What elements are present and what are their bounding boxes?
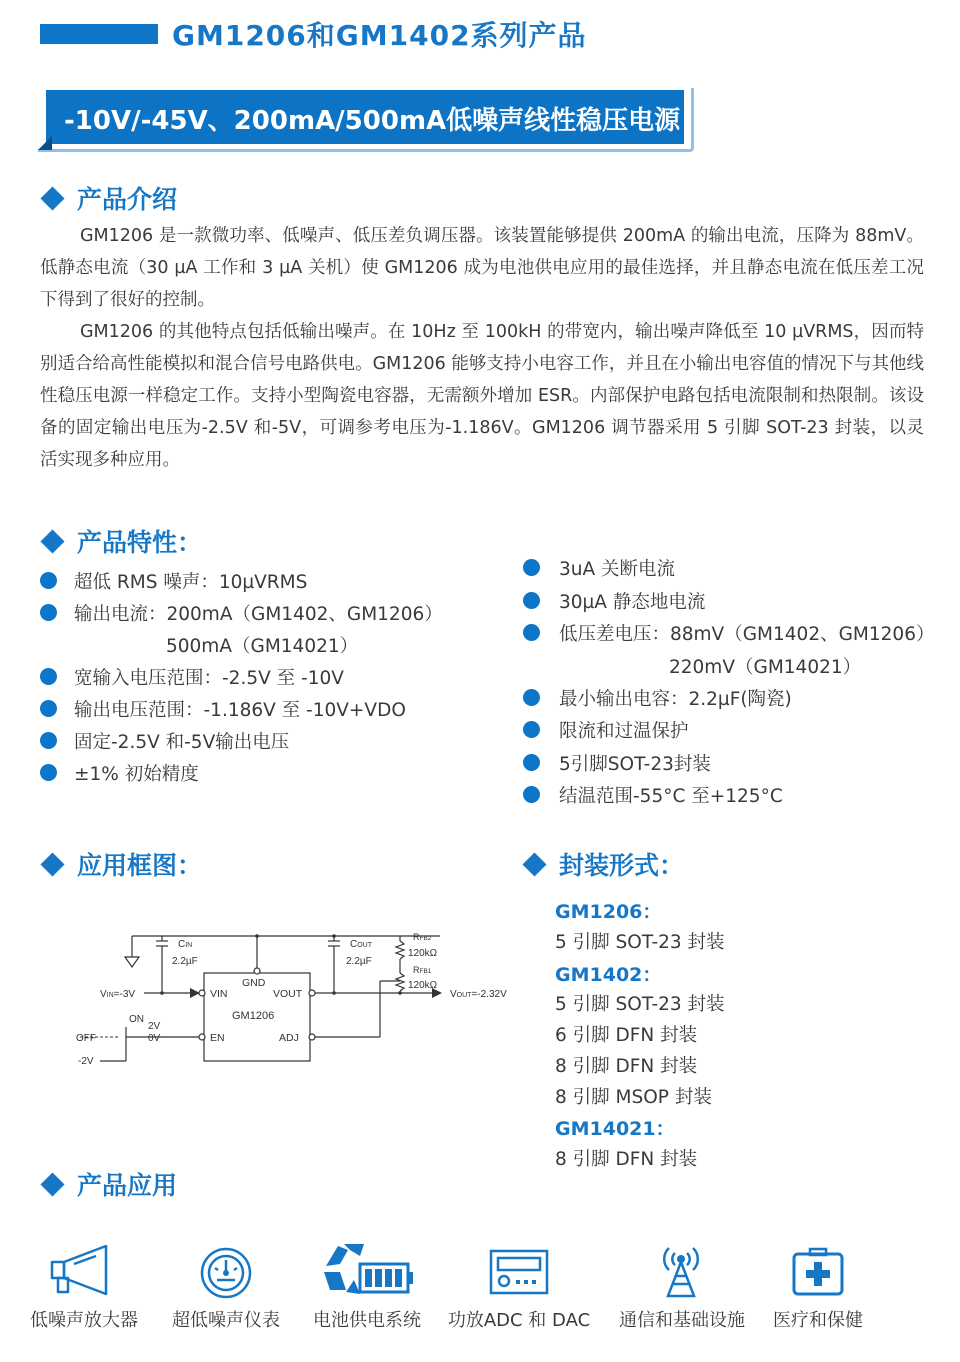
feature-item: 宽输入电压范围：-2.5V 至 -10V bbox=[74, 668, 344, 689]
cout-value: 2.2µF bbox=[346, 956, 372, 967]
package-item: 8 引脚 DFN 封装 bbox=[555, 1149, 698, 1170]
rfb1-value: 120kΩ bbox=[408, 980, 438, 991]
svg-text:VOUT=-2.32V: VOUT=-2.32V bbox=[450, 989, 507, 1000]
feature-item: 限流和过温保护 bbox=[559, 721, 689, 742]
package-group-title: GM14021： bbox=[555, 1118, 675, 1140]
feature-item: 输出电流：200mA（GM1402、GM1206） bbox=[74, 604, 443, 625]
features-heading bbox=[40, 523, 202, 559]
feature-item: 输出电压范围：-1.186V 至 -10V+VDO bbox=[74, 700, 406, 721]
feature-item: 最小输出电容：2.2µF(陶瓷) bbox=[559, 689, 792, 710]
antenna-tower-icon bbox=[656, 1240, 706, 1300]
package-item: 8 引脚 MSOP 封装 bbox=[555, 1087, 712, 1108]
feature-item: 5引脚SOT-23封装 bbox=[559, 754, 711, 775]
switch-2v-label: 2V bbox=[148, 1021, 161, 1032]
vin-pin-label: VIN bbox=[210, 988, 228, 1000]
vin-label: V bbox=[100, 989, 107, 1000]
bullet-dot-icon bbox=[40, 572, 57, 589]
application-label: 功放ADC 和 DAC bbox=[447, 1310, 591, 1331]
feature-item: 低压差电压：88mV（GM1402、GM1206） bbox=[559, 624, 935, 645]
intro-body bbox=[40, 220, 924, 476]
banner-subtitle: -10V/-45V、200mA/500mA低噪声线性稳压电源 bbox=[64, 106, 681, 136]
svg-text:RFB2: RFB2 bbox=[413, 932, 432, 942]
feature-item: ±1% 初始精度 bbox=[74, 764, 199, 785]
feature-item: 固定-2.5V 和-5V输出电压 bbox=[74, 732, 290, 753]
bullet-dot-icon bbox=[523, 592, 540, 609]
package-group-title: GM1206： bbox=[555, 901, 662, 923]
rfb2-value: 120kΩ bbox=[408, 948, 438, 959]
medical-cross-icon bbox=[790, 1246, 846, 1298]
application-label: 低噪声放大器 bbox=[30, 1310, 138, 1331]
rfb2-label: R bbox=[413, 932, 420, 942]
package-item: 5 引脚 SOT-23 封装 bbox=[555, 994, 725, 1015]
switch-on-label: ON bbox=[129, 1014, 144, 1025]
bullet-dot-icon bbox=[40, 732, 57, 749]
feature-item: 3uA 关断电流 bbox=[559, 559, 676, 580]
bullet-dot-icon bbox=[523, 754, 540, 771]
svg-text:RFB1: RFB1 bbox=[413, 965, 432, 975]
features-heading-text: 产品特性： bbox=[77, 528, 203, 557]
cin-label: C bbox=[178, 939, 186, 950]
battery-recycle-icon bbox=[320, 1238, 416, 1300]
chip-label: GM1206 bbox=[232, 1010, 275, 1022]
bullet-dot-icon bbox=[40, 764, 57, 781]
application-circuit-diagram bbox=[70, 925, 520, 1075]
bullet-dot-icon bbox=[40, 604, 57, 621]
gnd-pin-label: GND bbox=[242, 977, 266, 989]
bullet-dot-icon bbox=[523, 721, 540, 738]
package-item: 5 引脚 SOT-23 封装 bbox=[555, 932, 725, 953]
bullet-dot-icon bbox=[40, 700, 57, 717]
svg-text:COUT: COUT bbox=[350, 939, 373, 950]
diagram-heading-text: 应用框图： bbox=[77, 851, 203, 880]
diagram-heading bbox=[40, 846, 202, 882]
application-label: 超低噪声仪表 bbox=[172, 1310, 280, 1331]
application-label: 电池供电系统 bbox=[313, 1310, 421, 1331]
package-item: 6 引脚 DFN 封装 bbox=[555, 1025, 698, 1046]
bullet-dot-icon bbox=[523, 624, 540, 641]
intro-heading-text: 产品介绍 bbox=[77, 185, 178, 214]
bullet-dot-icon bbox=[523, 786, 540, 803]
svg-text:VIN=-3V: VIN=-3V bbox=[100, 989, 136, 1000]
intro-heading bbox=[40, 180, 177, 216]
bullet-dot-icon bbox=[523, 689, 540, 706]
diamond-bullet-icon bbox=[40, 1172, 64, 1196]
gauge-icon bbox=[199, 1246, 253, 1300]
package-item: 8 引脚 DFN 封装 bbox=[555, 1056, 698, 1077]
intro-paragraph-1: GM1206 是一款微功率、低噪声、低压差负调压器。该装置能够提供 200mA 的输出电流，压降为 88mV。低静态电流（30 µA 工作和 3 µA 关机）使 GM1206 成为电池供电应用的最佳选择，并且静态电流在低压差工况下得到了很好的控制。 bbox=[40, 226, 924, 310]
application-label: 通信和基础设施 bbox=[619, 1310, 745, 1331]
adj-pin-label: ADJ bbox=[279, 1032, 299, 1044]
intro-paragraph-2: GM1206 的其他特点包括低输出噪声。在 10Hz 至 100kH 的带宽内，输出噪声降低至 10 µVRMS，因而特别适合给高性能模拟和混合信号电路供电。GM1206 能够支持小电容工作，并且在小输出电容值的情况下与其他线性稳压电源一样稳定工作。支持小型陶瓷电容器，无需额外增加 ESR。内部保护电路包括电流限制和热限制。该设备的固定输出电压为-2.5V 和-5V，可调参考电压为-1.186V。GM1206 调节器采用 5 引脚 SOT-23 封装，以灵活实现多种应用。 bbox=[40, 322, 924, 470]
cin-value: 2.2µF bbox=[172, 956, 198, 967]
bullet-dot-icon bbox=[523, 559, 540, 576]
diamond-bullet-icon bbox=[40, 529, 64, 553]
applications-heading bbox=[40, 1166, 177, 1202]
package-group-title: GM1402： bbox=[555, 964, 662, 986]
rfb1-label: R bbox=[413, 965, 420, 975]
feature-item: 结温范围-55°C 至+125°C bbox=[559, 786, 783, 807]
en-pin-label: EN bbox=[210, 1032, 225, 1044]
feature-item-continuation: 500mA（GM14021） bbox=[166, 636, 359, 657]
feature-item: 超低 RMS 噪声：10µVRMS bbox=[74, 572, 308, 593]
switch-off-label: OFF bbox=[76, 1033, 96, 1044]
cout-label: C bbox=[350, 939, 358, 950]
neg2v-label: -2V bbox=[78, 1056, 94, 1067]
page-title: GM1206和GM1402系列产品 bbox=[172, 19, 587, 52]
bullet-dot-icon bbox=[40, 668, 57, 685]
banner-fold bbox=[38, 136, 52, 150]
diamond-bullet-icon bbox=[40, 186, 64, 210]
audio-device-icon bbox=[488, 1248, 550, 1296]
packages-heading bbox=[522, 846, 684, 882]
vout-label: V bbox=[450, 989, 457, 1000]
switch-0v-label: 0V bbox=[148, 1033, 161, 1044]
megaphone-icon bbox=[48, 1242, 116, 1298]
diamond-bullet-icon bbox=[522, 852, 546, 876]
packages-heading-text: 封装形式： bbox=[559, 851, 685, 880]
applications-heading-text: 产品应用 bbox=[77, 1171, 178, 1200]
svg-text:CIN: CIN bbox=[178, 939, 193, 950]
application-label: 医疗和保健 bbox=[773, 1310, 863, 1331]
vout-pin-label: VOUT bbox=[273, 988, 303, 1000]
diamond-bullet-icon bbox=[40, 852, 64, 876]
header-accent-bar bbox=[40, 24, 158, 44]
feature-item: 30µA 静态地电流 bbox=[559, 592, 706, 613]
feature-item-continuation: 220mV（GM14021） bbox=[669, 657, 862, 678]
